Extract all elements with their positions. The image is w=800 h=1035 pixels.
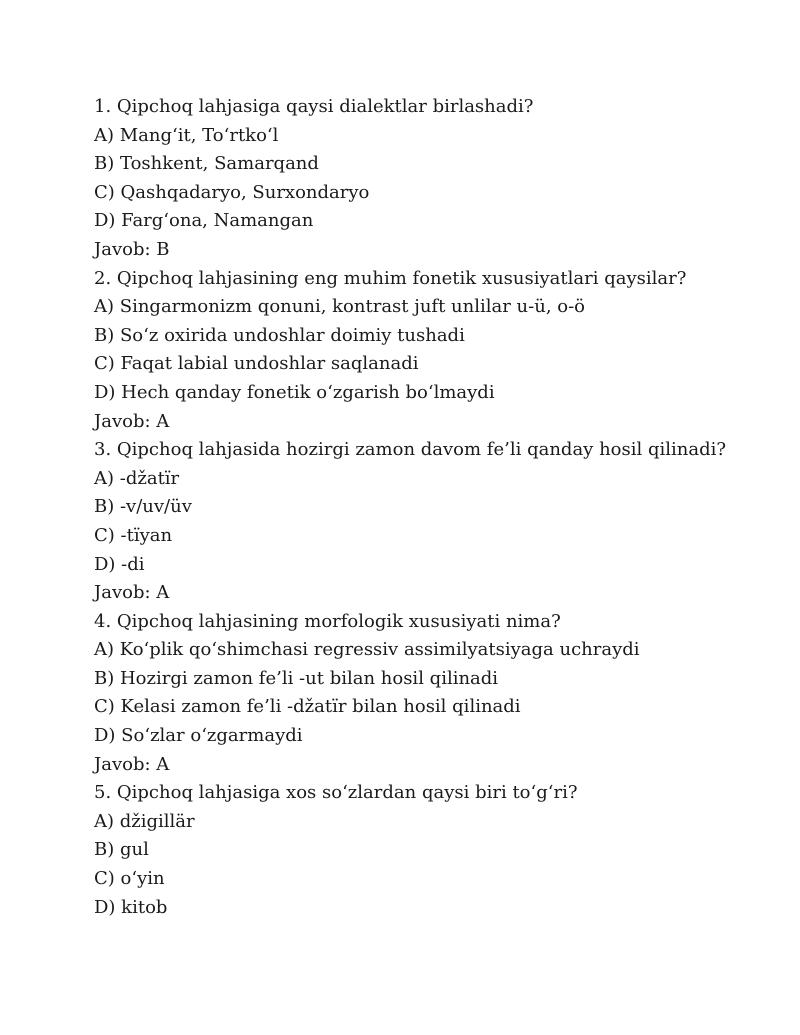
- question-1-answer: Javob: B: [94, 238, 170, 260]
- question-1-text: 1. Qipchoq lahjasiga qaysi dialektlar birlashadi?: [94, 96, 534, 117]
- question-1-option-c: C) Qashqadaryo, Surxondaryo: [94, 181, 370, 203]
- question-1-option-d: D) Farg‘ona, Namangan: [94, 210, 314, 232]
- question-2-option-a: A) Singarmonizm qonuni, kontrast juft unlilar u-ü, o-ö: [94, 296, 586, 318]
- question-5-text: 5. Qipchoq lahjasiga xos so‘zlardan qaysi biri to‘g‘ri?: [94, 782, 578, 804]
- question-3-answer: Javob: A: [94, 582, 170, 604]
- question-4-option-d: D) So‘zlar o‘zgarmaydi: [94, 725, 303, 747]
- question-3-option-c: C) -tïyan: [94, 524, 173, 546]
- document-page: [94, 93, 774, 922]
- question-4-option-c: C) Kelasi zamon fe’li -džatïr bilan hosil qilinadi: [94, 696, 521, 718]
- question-1-option-b: B) Toshkent, Samarqand: [94, 153, 319, 175]
- question-3-option-d: D) -di: [94, 553, 145, 575]
- question-4-option-a: A) Ko‘plik qo‘shimchasi regressiv assimilyatsiyaga uchraydi: [94, 639, 640, 661]
- question-5-option-a: A) džigillär: [94, 810, 195, 832]
- question-3-text: 3. Qipchoq lahjasida hozirgi zamon davom fe’li qanday hosil qilinadi?: [94, 439, 727, 461]
- question-1-option-a: A) Mang‘it, To‘rtko‘l: [94, 124, 279, 146]
- question-3-option-a: A) -džatïr: [94, 467, 180, 489]
- question-5-option-b: B) gul: [94, 839, 149, 861]
- question-2-answer: Javob: A: [94, 410, 170, 432]
- question-4-option-b: B) Hozirgi zamon fe’li -ut bilan hosil qilinadi: [94, 667, 499, 689]
- question-2-option-d: D) Hech qanday fonetik o‘zgarish bo‘lmaydi: [94, 381, 495, 403]
- question-5-option-d: D) kitob: [94, 896, 168, 918]
- question-2-text: 2. Qipchoq lahjasining eng muhim fonetik xususiyatlari qaysilar?: [94, 267, 687, 289]
- question-4-answer: Javob: A: [94, 753, 170, 775]
- question-2-option-c: C) Faqat labial undoshlar saqlanadi: [94, 353, 419, 375]
- question-3-option-b: B) -v/uv/üv: [94, 496, 192, 518]
- question-2-option-b: B) So‘z oxirida undoshlar doimiy tushadi: [94, 324, 465, 346]
- question-5-option-c: C) o‘yin: [94, 868, 165, 890]
- question-4-text: 4. Qipchoq lahjasining morfologik xususiyati nima?: [94, 610, 561, 632]
